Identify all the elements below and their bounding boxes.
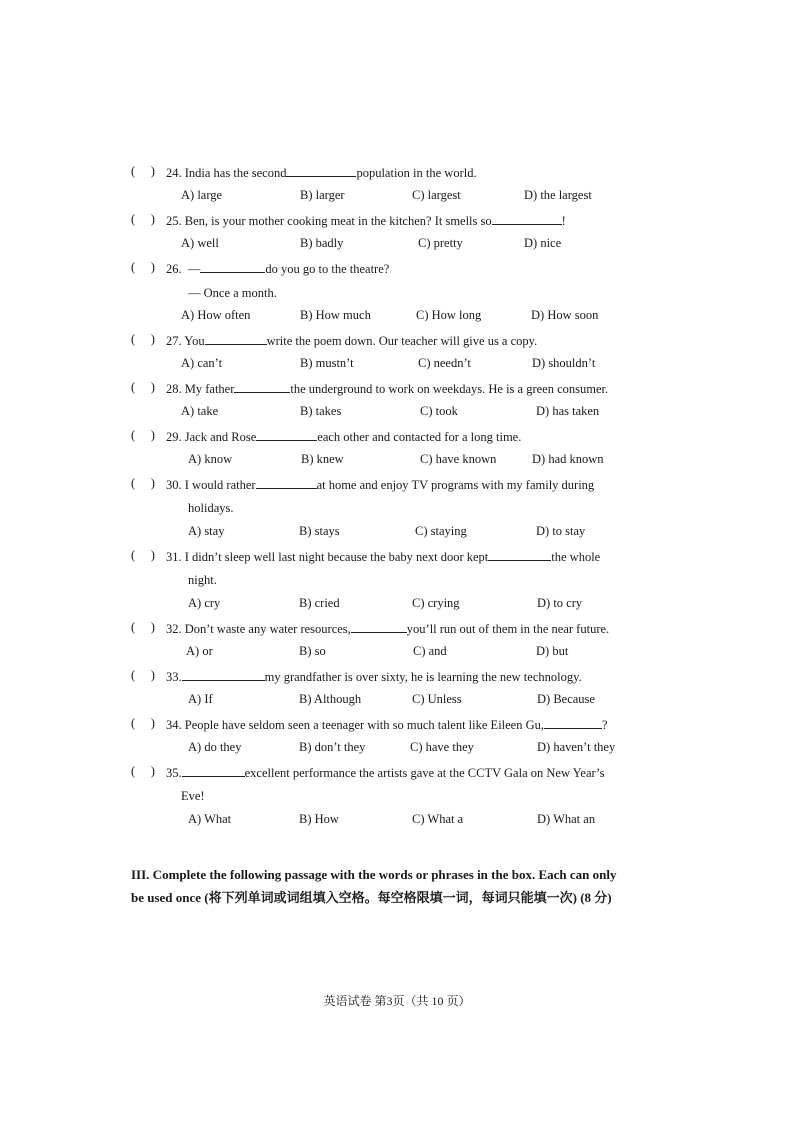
option-a: A) What <box>188 812 232 826</box>
option-d: D) the largest <box>524 188 592 202</box>
option-c: C) Unless <box>412 692 462 706</box>
option-b: B) How much <box>300 308 371 322</box>
option-c: C) have known <box>420 452 497 466</box>
option-d: D) had known <box>532 452 604 466</box>
option-b: B) so <box>299 644 326 658</box>
answer-blank[interactable] <box>492 212 562 225</box>
option-d: D) shouldn’t <box>532 356 596 370</box>
question-35: 35. excellent performance the artists gave at the CCTV Gala on New Year’s <box>166 766 605 780</box>
option-c: C) staying <box>415 524 467 538</box>
option-a: A) If <box>188 692 213 706</box>
answer-blank[interactable] <box>488 548 551 561</box>
option-a: A) or <box>186 644 213 658</box>
question-34: 34. People have seldom seen a teenager with so much talent like Eileen Gu, ? <box>166 718 608 732</box>
question-31: 31. I didn’t sleep well last night because the baby next door kept the whole <box>166 550 601 564</box>
option-a: A) stay <box>188 524 225 538</box>
option-c: C) and <box>413 644 447 658</box>
option-b: B) How <box>299 812 339 826</box>
answer-paren: ( ) <box>131 476 155 490</box>
option-a: A) well <box>181 236 219 250</box>
option-d: D) What an <box>537 812 596 826</box>
answer-paren: ( ) <box>131 380 155 394</box>
option-a: A) cry <box>188 596 221 610</box>
option-b: B) knew <box>301 452 344 466</box>
option-c: C) have they <box>410 740 474 754</box>
answer-blank[interactable] <box>182 764 245 777</box>
option-c: C) crying <box>412 596 460 610</box>
answer-paren: ( ) <box>131 332 155 346</box>
answer-paren: ( ) <box>131 716 155 730</box>
question-28: 28. My father the underground to work on weekdays. He is a green consumer. <box>166 382 609 396</box>
option-c: C) needn’t <box>418 356 471 370</box>
option-b: B) cried <box>299 596 340 610</box>
option-c: C) What a <box>412 812 464 826</box>
option-b: B) don’t they <box>299 740 366 754</box>
answer-paren: ( ) <box>131 260 155 274</box>
answer-paren: ( ) <box>131 212 155 226</box>
option-d: D) How soon <box>531 308 599 322</box>
question-24: 24. India has the second population in the world. <box>166 166 477 180</box>
option-d: D) to stay <box>536 524 586 538</box>
option-d: D) haven’t they <box>537 740 616 754</box>
answer-paren: ( ) <box>131 620 155 634</box>
answer-paren: ( ) <box>131 668 155 682</box>
question-25: 25. Ben, is your mother cooking meat in the kitchen? It smells so ! <box>166 214 566 228</box>
answer-blank[interactable] <box>544 716 602 729</box>
answer-paren: ( ) <box>131 548 155 562</box>
option-c: C) pretty <box>418 236 463 250</box>
answer-blank[interactable] <box>286 164 356 177</box>
question-27: 27. You write the poem down. Our teacher will give us a copy. <box>166 334 538 348</box>
option-c: C) largest <box>412 188 461 202</box>
question-29: 29. Jack and Rose each other and contacted for a long time. <box>166 430 522 444</box>
question-31-cont: night. <box>188 573 217 587</box>
option-b: B) larger <box>300 188 345 202</box>
section-3-heading-cont: be used once (将下列单词或词组填入空格。每空格限填一词，每词只能填一次) (8 分) <box>131 890 612 905</box>
option-a: A) know <box>188 452 233 466</box>
option-a: A) do they <box>188 740 242 754</box>
section-3-heading: III. Complete the following passage with the words or phrases in the box. Each can only <box>131 867 617 882</box>
answer-blank[interactable] <box>256 476 317 489</box>
answer-blank[interactable] <box>200 260 265 273</box>
question-35-cont: Eve! <box>181 789 205 803</box>
option-a: A) large <box>181 188 223 202</box>
option-d: D) nice <box>524 236 562 250</box>
option-a: A) How often <box>181 308 251 322</box>
question-32: 32. Don’t waste any water resources, you’ll run out of them in the near future. <box>166 622 610 636</box>
option-a: A) can’t <box>181 356 223 370</box>
option-a: A) take <box>181 404 219 418</box>
page-footer: 英语试卷 第3页（共 10 页） <box>323 994 471 1008</box>
answer-blank[interactable] <box>256 428 317 441</box>
answer-paren: ( ) <box>131 764 155 778</box>
answer-blank[interactable] <box>182 668 265 681</box>
option-d: D) to cry <box>537 596 583 610</box>
question-26: 26. — do you go to the theatre? <box>166 262 390 276</box>
question-26-reply: — Once a month. <box>188 286 277 300</box>
question-30-cont: holidays. <box>188 501 234 515</box>
option-b: B) Although <box>299 692 362 706</box>
answer-paren: ( ) <box>131 164 155 178</box>
option-d: D) but <box>536 644 569 658</box>
answer-blank[interactable] <box>205 332 267 345</box>
question-33: 33. my grandfather is over sixty, he is learning the new technology. <box>166 670 582 684</box>
option-d: D) Because <box>537 692 595 706</box>
answer-blank[interactable] <box>351 620 407 633</box>
answer-blank[interactable] <box>234 380 290 393</box>
option-b: B) stays <box>299 524 340 538</box>
option-b: B) takes <box>300 404 342 418</box>
option-b: B) mustn’t <box>300 356 354 370</box>
question-30: 30. I would rather at home and enjoy TV programs with my family during <box>166 478 595 492</box>
option-d: D) has taken <box>536 404 600 418</box>
option-b: B) badly <box>300 236 344 250</box>
option-c: C) took <box>420 404 458 418</box>
answer-paren: ( ) <box>131 428 155 442</box>
option-c: C) How long <box>416 308 482 322</box>
